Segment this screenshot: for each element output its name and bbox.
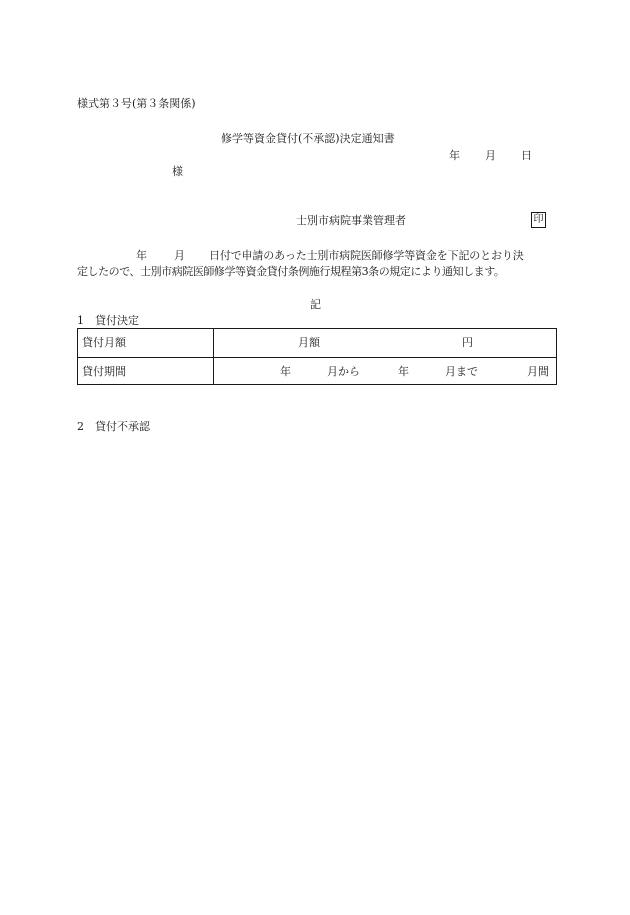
date-day: 日 [521,149,532,162]
body-month: 月 [174,249,185,262]
row-monthly-amount-label: 月額 [298,336,320,349]
row-period-year-end: 年 [398,365,409,378]
row-period-month-from: 月から [327,365,360,378]
date-month: 月 [485,149,496,162]
row-monthly-yen: 円 [462,336,473,349]
section-2-heading: 2 貸付不承認 [77,420,150,433]
row-monthly-label: 貸付月額 [82,336,126,349]
form-number: 様式第３号(第３条関係) [77,97,196,110]
loan-decision-table [77,328,557,385]
row-period-label: 貸付期間 [82,365,126,378]
row-period-month-to: 月まで [445,365,478,378]
ki-heading: 記 [310,298,321,311]
issuer-name: 士別市病院事業管理者 [296,214,406,227]
table-row-divider [78,357,556,358]
table-column-divider [213,329,214,384]
row-period-months: 月間 [527,365,549,378]
body-line-1: 日付で申請のあった士別市病院医師修学等資金を下記のとおり決 [209,249,524,262]
body-year: 年 [136,249,147,262]
body-line-2: 定したので、士別市病院医師修学等資金貸付条例施行規程第3条の規定により通知します。 [77,265,505,278]
date-year: 年 [449,149,460,162]
seal-mark: 印 [531,212,546,228]
row-period-year-start: 年 [280,365,291,378]
addressee-suffix: 様 [172,165,183,178]
document-title: 修学等資金貸付(不承認)決定通知書 [221,132,395,145]
section-1-heading: 1 貸付決定 [77,314,139,327]
